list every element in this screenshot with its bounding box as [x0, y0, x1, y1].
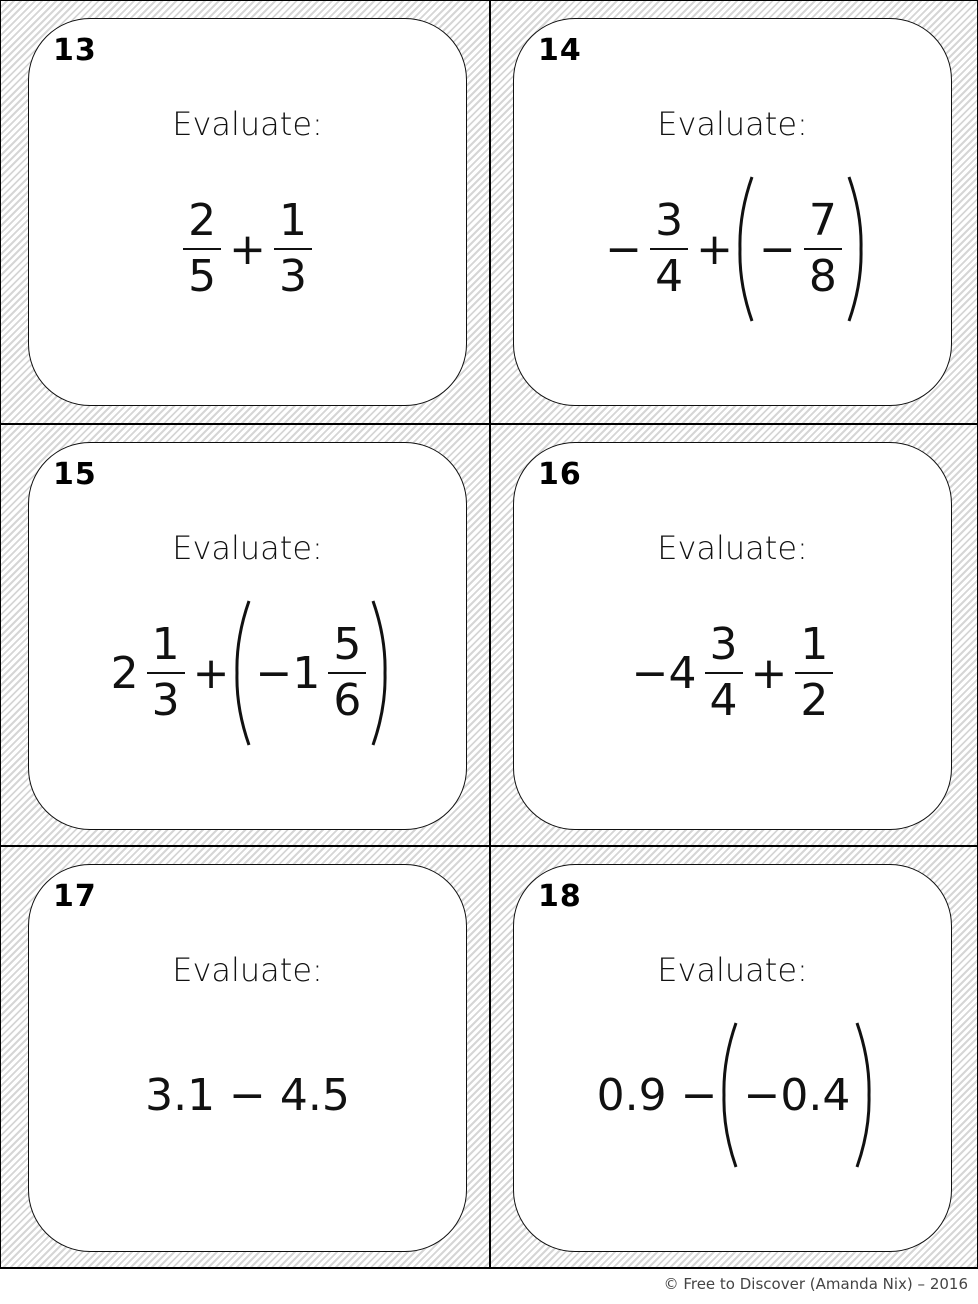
- numerator: 5: [333, 619, 362, 670]
- math-expression: [514, 1015, 951, 1175]
- card-cell: [489, 1, 977, 423]
- card-prompt: Evaluate:: [657, 951, 808, 989]
- card-cell: [1, 423, 489, 845]
- card-cell: [489, 423, 977, 845]
- open-parenthesis: [737, 174, 755, 324]
- expression-term: +: [192, 647, 230, 699]
- card-prompt: Evaluate:: [657, 105, 808, 143]
- denominator: 6: [333, 675, 362, 726]
- math-expression: [514, 593, 951, 753]
- close-parenthesis: [846, 174, 864, 324]
- math-expression: [29, 1015, 466, 1175]
- open-parenthesis: [234, 598, 252, 748]
- card-number: 13: [53, 33, 97, 68]
- card-prompt: Evaluate:: [172, 105, 323, 143]
- close-parenthesis: [370, 598, 388, 748]
- fraction: [795, 618, 833, 728]
- expression-term: +: [229, 223, 266, 275]
- fraction: [705, 618, 743, 728]
- task-card: [28, 18, 467, 406]
- numerator: 1: [800, 619, 829, 670]
- fraction: [328, 618, 366, 728]
- expression-term: 3.1 − 4.5: [145, 1069, 350, 1121]
- denominator: 3: [151, 675, 180, 726]
- numerator: 1: [151, 619, 180, 670]
- numerator: 3: [655, 195, 684, 246]
- task-card: [28, 442, 467, 830]
- math-expression: [514, 169, 951, 329]
- numerator: 2: [188, 195, 217, 246]
- close-parenthesis: [854, 1020, 872, 1170]
- expression-term: +: [750, 647, 788, 699]
- card-number: 17: [53, 879, 97, 914]
- fraction: [183, 194, 221, 304]
- expression-term: −: [605, 223, 643, 275]
- denominator: 2: [800, 675, 829, 726]
- expression-term: +: [696, 223, 733, 275]
- card-number: 16: [538, 457, 582, 492]
- card-cell: [489, 845, 977, 1267]
- expression-term: −0.4: [743, 1069, 851, 1121]
- denominator: 4: [709, 675, 738, 726]
- denominator: 8: [808, 251, 837, 302]
- numerator: 3: [709, 619, 738, 670]
- expression-term: 2: [110, 647, 139, 699]
- denominator: 4: [655, 251, 684, 302]
- copyright-footer: © Free to Discover (Amanda Nix) – 2016: [663, 1275, 968, 1293]
- card-number: 14: [538, 33, 582, 68]
- expression-term: −4: [631, 647, 697, 699]
- task-card: [513, 442, 952, 830]
- math-expression: [29, 593, 466, 753]
- denominator: 5: [188, 251, 217, 302]
- numerator: 1: [278, 195, 307, 246]
- card-prompt: Evaluate:: [657, 529, 808, 567]
- numerator: 7: [808, 195, 837, 246]
- card-number: 15: [53, 457, 97, 492]
- card-cell: [1, 1, 489, 423]
- fraction: [804, 194, 842, 304]
- fraction: [274, 194, 312, 304]
- expression-term: −: [758, 223, 796, 275]
- card-prompt: Evaluate:: [172, 529, 323, 567]
- fraction: [650, 194, 688, 304]
- denominator: 3: [278, 251, 307, 302]
- fraction: [147, 618, 185, 728]
- open-parenthesis: [721, 1020, 739, 1170]
- math-expression: [29, 169, 466, 329]
- card-cell: [1, 845, 489, 1267]
- expression-term: 0.9 −: [596, 1069, 718, 1121]
- task-card: [28, 864, 467, 1252]
- expression-term: −1: [255, 647, 321, 699]
- card-prompt: Evaluate:: [172, 951, 323, 989]
- task-card: [513, 18, 952, 406]
- card-number: 18: [538, 879, 582, 914]
- task-card: [513, 864, 952, 1252]
